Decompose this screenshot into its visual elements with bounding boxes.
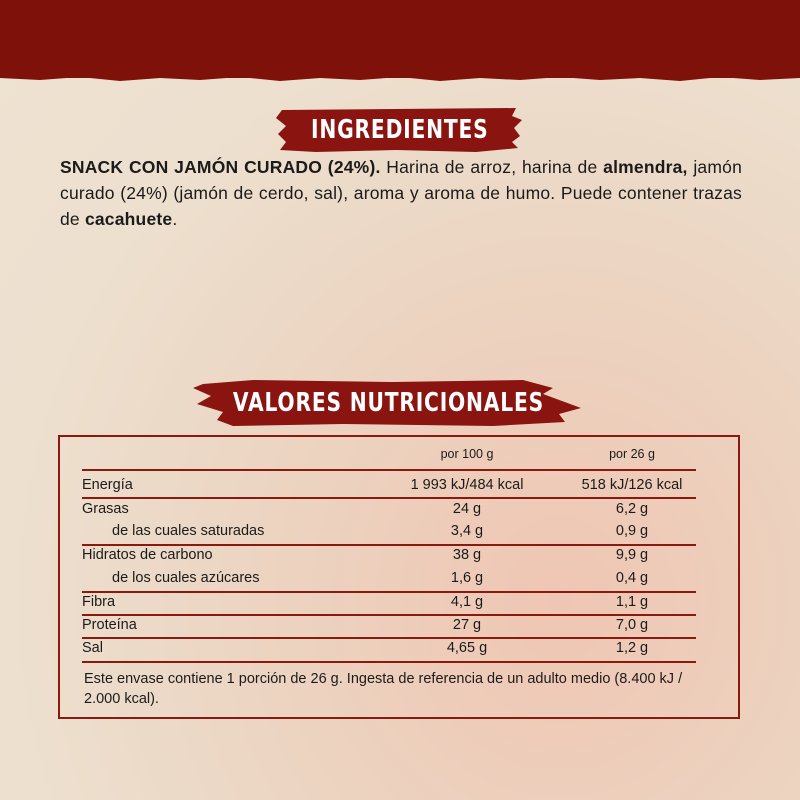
row-label: Fibra	[82, 594, 116, 610]
table-row	[82, 520, 696, 542]
nutrition-title-text: VALORES NUTRICIONALES	[232, 388, 544, 418]
table-row	[82, 474, 696, 496]
row-label: Grasas	[82, 501, 129, 517]
table-row	[82, 614, 696, 636]
row-value-per26: 1,1 g	[615, 594, 649, 610]
row-value-per26: 518 kJ/126 kcal	[581, 477, 683, 493]
row-label: Energía	[82, 477, 133, 493]
row-value-per100: 24 g	[452, 501, 482, 517]
row-label: de los cuales azúcares	[112, 570, 260, 586]
row-value-per100: 1 993 kJ/484 kcal	[410, 477, 524, 493]
row-value-per26: 7,0 g	[615, 617, 649, 633]
table-row	[82, 637, 696, 659]
row-value-per26: 6,2 g	[615, 501, 649, 517]
row-value-per26: 0,4 g	[615, 570, 649, 586]
table-row	[82, 498, 696, 520]
row-label: Sal	[82, 640, 103, 656]
row-label: Hidratos de carbono	[82, 547, 213, 563]
col-header-per100: por 100 g	[440, 447, 494, 461]
ingredients-title-text: INGREDIENTES	[311, 115, 489, 145]
table-header-row	[82, 444, 696, 466]
table-divider	[82, 661, 696, 663]
torn-edge	[0, 74, 800, 84]
allergen-almond: almendra,	[603, 157, 688, 177]
ingredients-part: Harina de arroz, harina de	[380, 157, 604, 177]
top-banner	[0, 0, 800, 78]
table-row	[82, 544, 696, 566]
table-divider	[82, 469, 696, 471]
row-label: Proteína	[82, 617, 137, 633]
ingredients-text	[60, 154, 742, 232]
row-value-per100: 27 g	[452, 617, 482, 633]
ingredients-part: .	[172, 209, 178, 229]
nutrition-title	[193, 378, 583, 428]
col-header-per26: por 26 g	[609, 447, 655, 461]
row-value-per100: 1,6 g	[450, 570, 484, 586]
row-value-per100: 4,65 g	[446, 640, 488, 656]
row-value-per26: 1,2 g	[615, 640, 649, 656]
ingredients-part: jamón curado (24%) (jamón de cerdo, sal), aroma y aroma de humo. Puede contener trazas de	[60, 157, 743, 229]
nutrition-footnote: Este envase contiene 1 porción de 26 g. Ingesta de referencia de un adulto medio (8.400 kJ / 2.000 kcal).	[84, 671, 683, 707]
table-row	[82, 567, 696, 589]
row-value-per100: 38 g	[452, 547, 482, 563]
row-value-per100: 3,4 g	[450, 523, 484, 539]
row-label: de las cuales saturadas	[112, 523, 265, 539]
ingredients-title	[276, 106, 524, 154]
row-value-per26: 9,9 g	[615, 547, 649, 563]
product-name: SNACK CON JAMÓN CURADO (24%).	[60, 157, 381, 177]
row-value-per100: 4,1 g	[450, 594, 484, 610]
table-row	[82, 591, 696, 613]
allergen-peanut: cacahuete	[84, 209, 173, 229]
row-value-per26: 0,9 g	[615, 523, 649, 539]
